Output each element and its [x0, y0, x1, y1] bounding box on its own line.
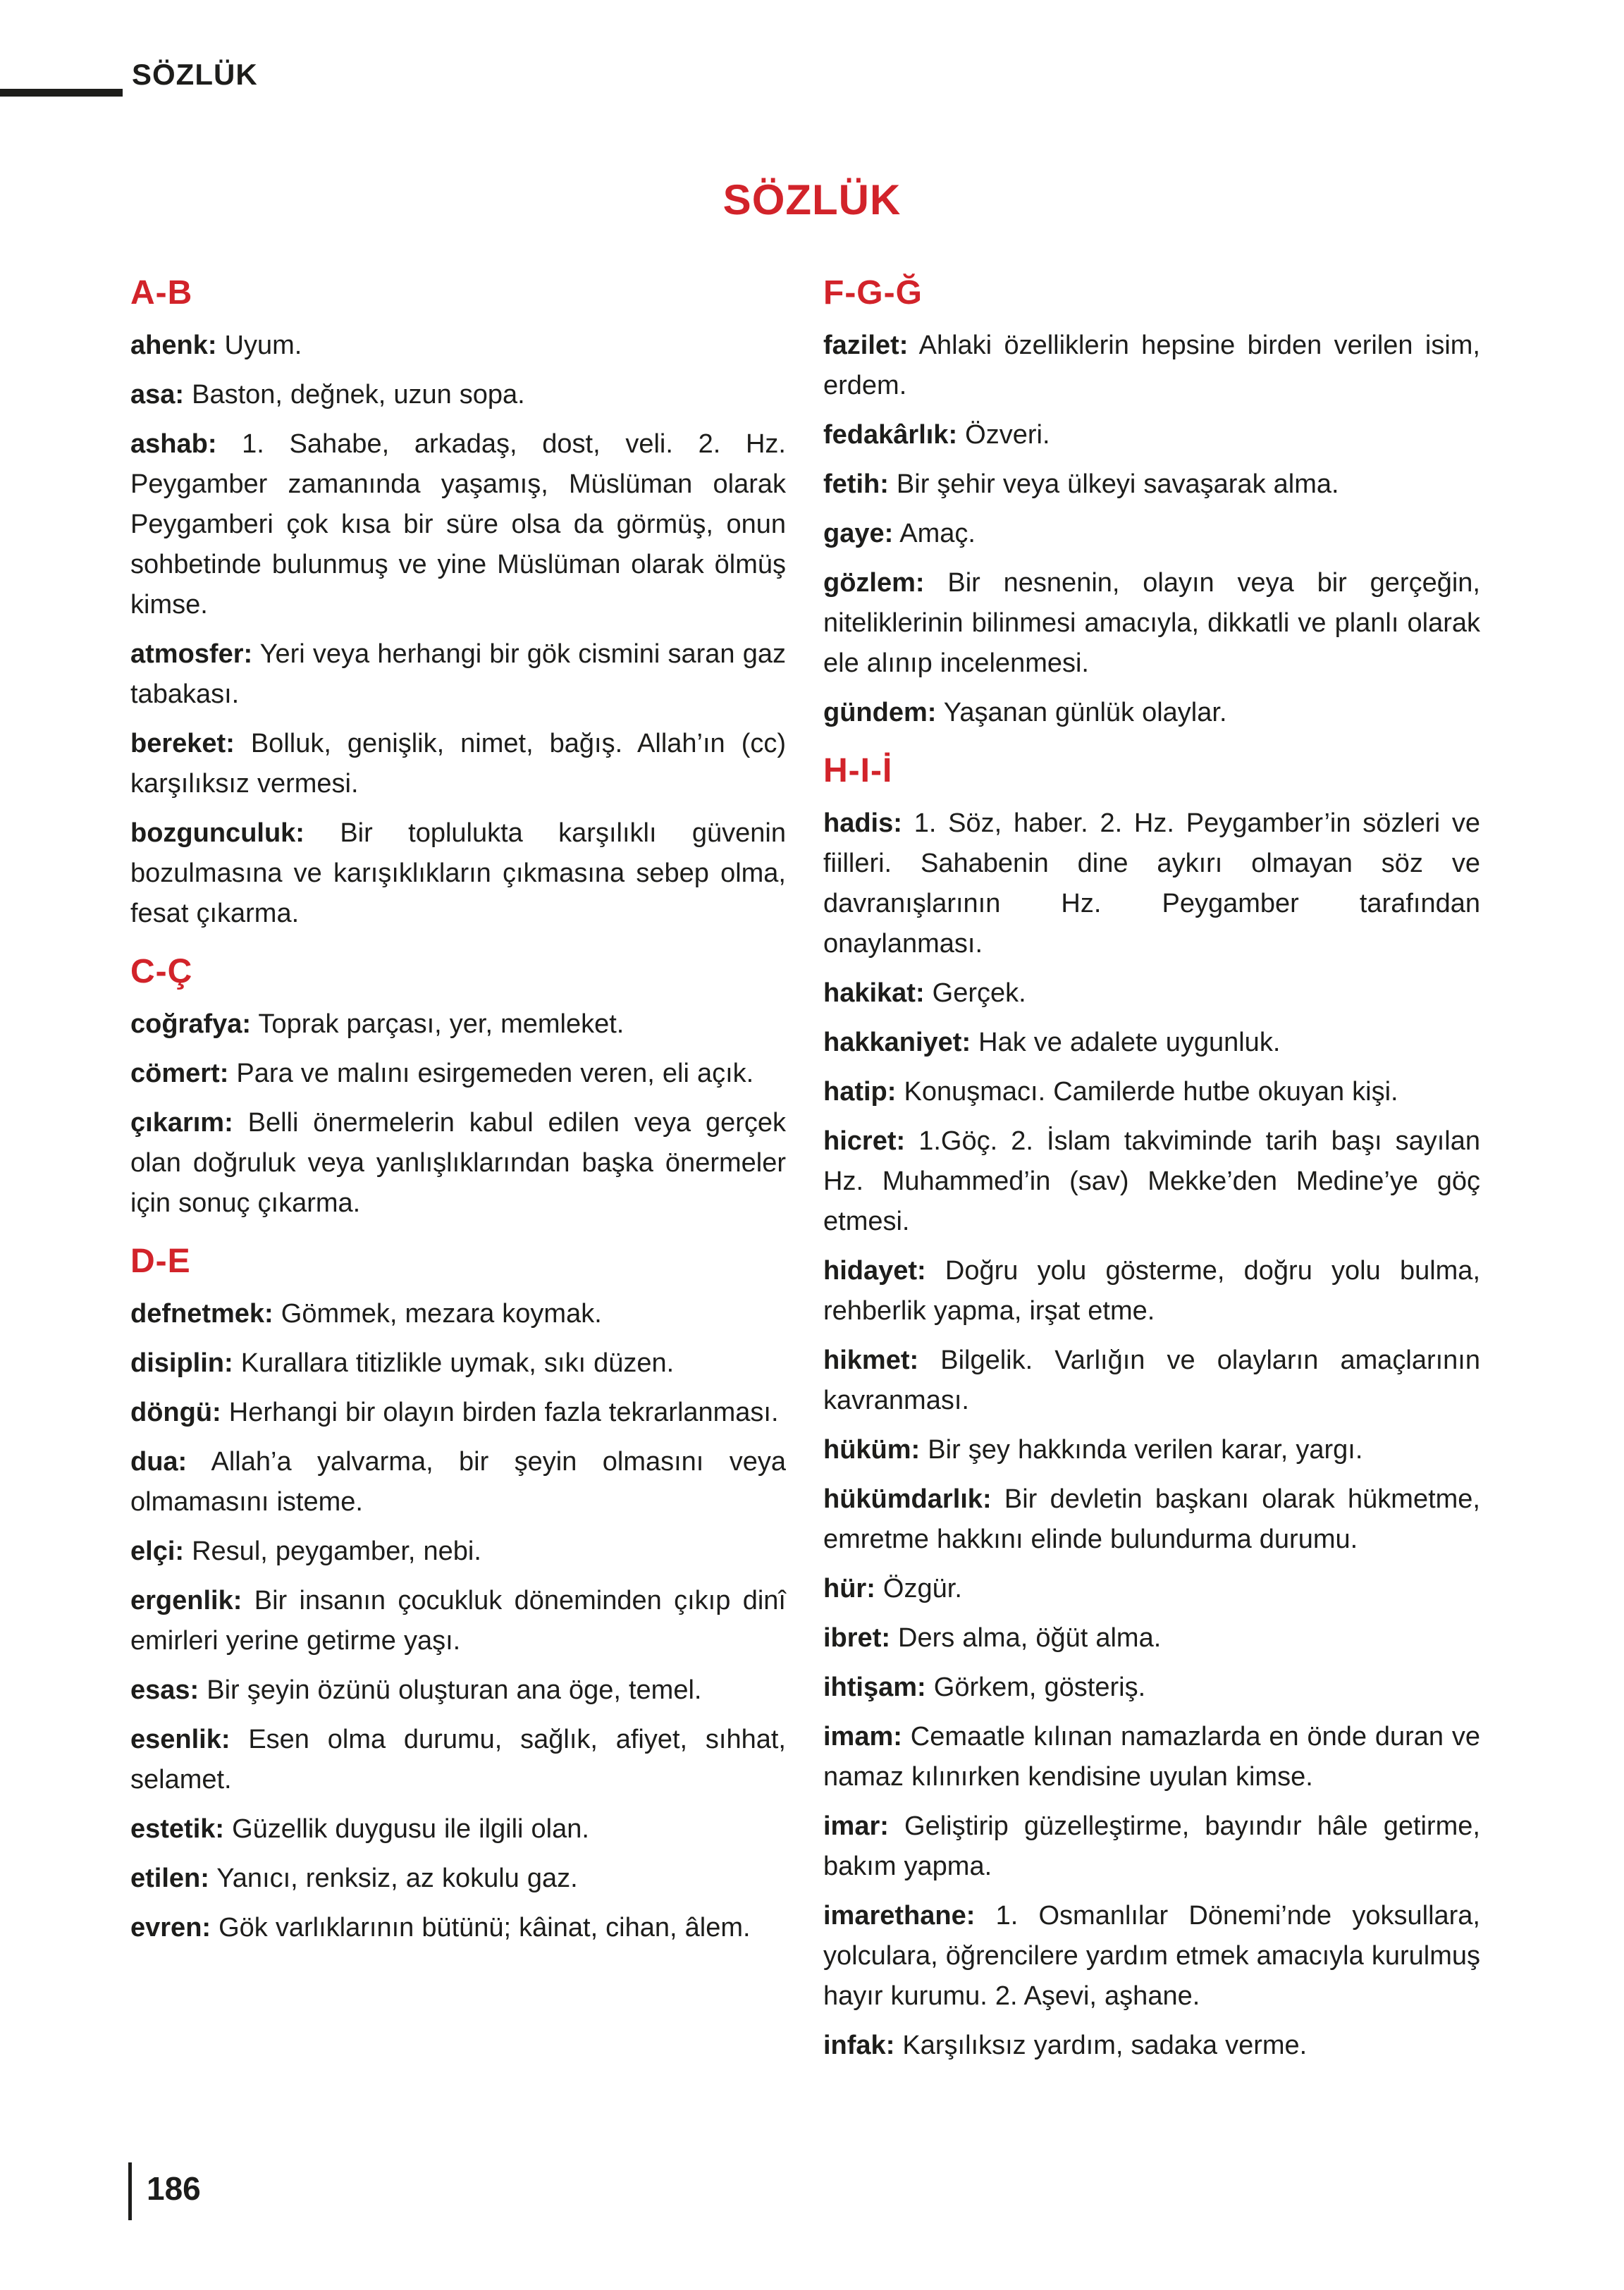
dictionary-entry: imam: Cemaatle kılınan namazlarda en önde duran ve namaz kılınırken kendisine uyulan kimse.: [823, 1722, 1480, 1792]
entry-term: defnetmek:: [130, 1299, 273, 1329]
glossary-section: [130, 952, 786, 1224]
dictionary-entry: hikmet: Bilgelik. Varlığın ve olayların amaçlarının kavranması.: [823, 1346, 1480, 1415]
entry-term: imam:: [823, 1722, 902, 1752]
entry-term: imarethane:: [823, 1901, 976, 1931]
entry-term: gözlem:: [823, 568, 925, 598]
entry-term: gaye:: [823, 519, 894, 548]
dictionary-entry: çıkarım: Belli önermelerin kabul edilen veya gerçek olan doğruluk veya yanlışlıklarından başka önermeler için sonuç çıkarma.: [130, 1108, 786, 1218]
header-rule: [0, 89, 123, 97]
dictionary-entry: esas: Bir şeyin özünü oluşturan ana öge, temel.: [130, 1675, 702, 1705]
glossary-column-left: [130, 273, 786, 1957]
entry-term: ihtişam:: [823, 1673, 926, 1702]
entry-term: fedakârlık:: [823, 420, 958, 450]
entry-term: çıkarım:: [130, 1108, 233, 1138]
dictionary-entry: etilen: Yanıcı, renksiz, az kokulu gaz.: [130, 1864, 578, 1893]
dictionary-entry: ahenk: Uyum.: [130, 331, 302, 360]
entry-term: esas:: [130, 1675, 199, 1705]
dictionary-entry: hakkaniyet: Hak ve adalete uygunluk.: [823, 1028, 1281, 1057]
dictionary-entry: gaye: Amaç.: [823, 519, 976, 548]
dictionary-entry: hükümdarlık: Bir devletin başkanı olarak hükmetme, emretme hakkını elinde bulundurma durumu.: [823, 1484, 1480, 1554]
dictionary-entry: hadis: 1. Söz, haber. 2. Hz. Peygamber’in sözleri ve fiilleri. Sahabenin dine aykırı olmayan söz ve davranışlarının Hz. Peygamber tarafından onaylanması.: [823, 808, 1480, 959]
dictionary-entry: hatip: Konuşmacı. Camilerde hutbe okuyan kişi.: [823, 1077, 1398, 1107]
entry-term: infak:: [823, 2031, 895, 2060]
glossary-section: [823, 751, 1480, 2066]
entry-term: etilen:: [130, 1864, 209, 1893]
dictionary-entry: hür: Özgür.: [823, 1574, 962, 1603]
page-number: 186: [147, 2170, 201, 2207]
entry-term: ibret:: [823, 1623, 890, 1653]
entry-term: hicret:: [823, 1126, 906, 1156]
dictionary-entry: infak: Karşılıksız yardım, sadaka verme.: [823, 2031, 1308, 2060]
entry-term: hür:: [823, 1574, 875, 1603]
entry-term: fetih:: [823, 469, 889, 499]
entry-term: esenlik:: [130, 1725, 230, 1754]
dictionary-entry: fedakârlık: Özveri.: [823, 420, 1050, 450]
entry-term: gündem:: [823, 698, 937, 727]
section-heading: F-G-Ğ: [823, 274, 923, 312]
entry-term: döngü:: [130, 1398, 221, 1427]
entry-term: hadis:: [823, 808, 902, 838]
entry-term: hidayet:: [823, 1256, 926, 1286]
entry-term: bereket:: [130, 729, 235, 758]
dictionary-entry: disiplin: Kurallara titizlikle uymak, sıkı düzen.: [130, 1348, 675, 1378]
entry-term: hakikat:: [823, 978, 925, 1008]
dictionary-entry: bozgunculuk: Bir toplulukta karşılıklı güvenin bozulmasına ve karışıklıkların çıkmasına sebep olma, fesat çıkarma.: [130, 818, 786, 928]
section-heading: A-B: [130, 274, 193, 312]
dictionary-entry: döngü: Herhangi bir olayın birden fazla tekrarlanması.: [130, 1398, 779, 1427]
dictionary-entry: dua: Allah’a yalvarma, bir şeyin olmasını veya olmamasını isteme.: [130, 1447, 786, 1517]
entry-term: imar:: [823, 1811, 889, 1841]
dictionary-entry: defnetmek: Gömmek, mezara koymak.: [130, 1299, 602, 1329]
entry-term: fazilet:: [823, 331, 909, 360]
entry-term: estetik:: [130, 1814, 225, 1844]
entry-term: ergenlik:: [130, 1586, 242, 1615]
dictionary-entry: fetih: Bir şehir veya ülkeyi savaşarak alma.: [823, 469, 1339, 499]
glossary-column-right: [823, 273, 1480, 2075]
dictionary-entry: estetik: Güzellik duygusu ile ilgili olan.: [130, 1814, 589, 1844]
entry-term: asa:: [130, 380, 185, 410]
entry-term: evren:: [130, 1913, 211, 1943]
section-heading: D-E: [130, 1243, 191, 1280]
dictionary-entry: esenlik: Esen olma durumu, sağlık, afiyet, sıhhat, selamet.: [130, 1725, 786, 1795]
entry-term: ahenk:: [130, 331, 217, 360]
entry-term: dua:: [130, 1447, 187, 1477]
dictionary-entry: asa: Baston, değnek, uzun sopa.: [130, 380, 525, 410]
dictionary-entry: ashab: 1. Sahabe, arkadaş, dost, veli. 2. Hz. Peygamber zamanında yaşamış, Müslüman olarak Peygamberi çok kısa bir süre olsa da görmüş, onun sohbetinde bulunmuş ve yine Müslüman olarak ölmüş kimse.: [130, 429, 786, 620]
dictionary-entry: coğrafya: Toprak parçası, yer, memleket.: [130, 1009, 625, 1039]
entry-term: hatip:: [823, 1077, 897, 1107]
entry-term: elçi:: [130, 1537, 185, 1566]
page-title: SÖZLÜK: [722, 176, 902, 223]
dictionary-entry: cömert: Para ve malını esirgemeden veren, eli açık.: [130, 1059, 754, 1088]
glossary-section: [130, 273, 786, 934]
entry-term: atmosfer:: [130, 639, 253, 669]
dictionary-entry: imar: Geliştirip güzelleştirme, bayındır hâle getirme, bakım yapma.: [823, 1811, 1480, 1881]
entry-term: hüküm:: [823, 1435, 921, 1465]
section-heading: H-I-İ: [823, 752, 893, 789]
dictionary-entry: gözlem: Bir nesnenin, olayın veya bir gerçeğin, niteliklerinin bilinmesi amacıyla, dikkatli ve planlı olarak ele alınıp incelenmesi.: [823, 568, 1480, 678]
glossary-section: [130, 1242, 786, 1948]
dictionary-entry: imarethane: 1. Osmanlılar Dönemi’nde yoksullara, yolculara, öğrencilere yardım etmek amacıyla kurulmuş hayır kurumu. 2. Aşevi, aşhane.: [823, 1901, 1480, 2011]
dictionary-entry: ihtişam: Görkem, gösteriş.: [823, 1673, 1146, 1702]
entry-term: ashab:: [130, 429, 217, 459]
page-number-rule: [128, 2162, 132, 2220]
dictionary-entry: atmosfer: Yeri veya herhangi bir gök cismini saran gaz tabakası.: [130, 639, 786, 709]
dictionary-entry: hüküm: Bir şey hakkında verilen karar, yargı.: [823, 1435, 1363, 1465]
entry-term: coğrafya:: [130, 1009, 252, 1039]
entry-term: hikmet:: [823, 1346, 919, 1375]
dictionary-entry: hidayet: Doğru yolu gösterme, doğru yolu bulma, rehberlik yapma, irşat etme.: [823, 1256, 1480, 1326]
entry-term: disiplin:: [130, 1348, 233, 1378]
entry-term: bozgunculuk:: [130, 818, 304, 848]
dictionary-entry: evren: Gök varlıklarının bütünü; kâinat, cihan, âlem.: [130, 1913, 751, 1943]
dictionary-entry: elçi: Resul, peygamber, nebi.: [130, 1537, 481, 1566]
dictionary-entry: hakikat: Gerçek.: [823, 978, 1026, 1008]
running-header-label: SÖZLÜK: [132, 58, 258, 91]
entry-term: hakkaniyet:: [823, 1028, 971, 1057]
dictionary-entry: fazilet: Ahlaki özelliklerin hepsine birden verilen isim, erdem.: [823, 331, 1480, 400]
entry-term: cömert:: [130, 1059, 229, 1088]
dictionary-entry: ergenlik: Bir insanın çocukluk döneminden çıkıp dinî emirleri yerine getirme yaşı.: [130, 1586, 786, 1656]
dictionary-entry: ibret: Ders alma, öğüt alma.: [823, 1623, 1162, 1653]
dictionary-entry: bereket: Bolluk, genişlik, nimet, bağış. Allah’ın (cc) karşılıksız vermesi.: [130, 729, 786, 799]
entry-term: hükümdarlık:: [823, 1484, 992, 1514]
section-heading: C-Ç: [130, 953, 193, 990]
dictionary-entry: hicret: 1.Göç. 2. İslam takviminde tarih başı sayılan Hz. Muhammed’in (sav) Mekke’den Medine’ye göç etmesi.: [823, 1126, 1480, 1236]
glossary-section: [823, 273, 1480, 733]
dictionary-entry: gündem: Yaşanan günlük olaylar.: [823, 698, 1227, 727]
